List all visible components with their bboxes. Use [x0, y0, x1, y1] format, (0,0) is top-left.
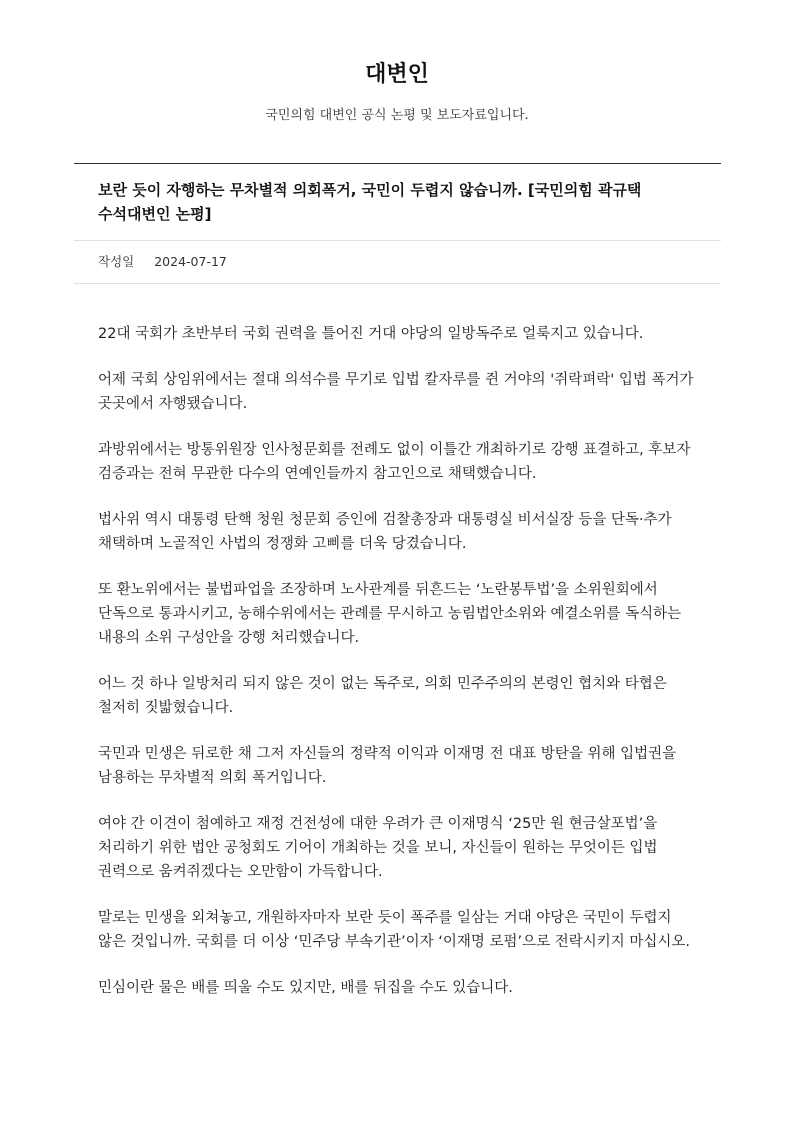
site-subtitle: 국민의힘 대변인 공식 논평 및 보도자료입니다. — [265, 108, 529, 123]
date-value: 2024-07-17 — [154, 254, 227, 269]
article-body — [74, 284, 721, 1000]
paragraph-5: 또 환노위에서는 불법파업을 조장하며 노사관계를 뒤흔드는 ‘노란봉투법’을 소위원회에서 단독으로 통과시키고, 농해수위에서는 관례를 무시하고 농림법안소위와 예결소위를 독식하는 내용의 소위 구성안을 강행 처리했습니다. — [98, 582, 682, 646]
page-header — [0, 0, 794, 126]
paragraph-9: 말로는 민생을 외쳐놓고, 개원하자마자 보란 듯이 폭주를 일삼는 거대 야당은 국민이 두렵지 않은 것입니까. 국회를 더 이상 ‘민주당 부속기관’이자 ‘이재명 로펌’으로 전락시키지 마십시오. — [98, 910, 691, 950]
paragraph-4: 법사위 역시 대통령 탄핵 청원 청문회 증인에 검찰총장과 대통령실 비서실장 등을 단독·추가 채택하며 노골적인 사법의 정쟁화 고삐를 더욱 당겼습니다. — [98, 512, 672, 552]
paragraph-3: 과방위에서는 방통위원장 인사청문회를 전례도 없이 이틀간 개최하기로 강행 표결하고, 후보자 검증과는 전혀 무관한 다수의 연예인들까지 참고인으로 채택했습니다. — [98, 442, 691, 482]
paragraph-6: 어느 것 하나 일방처리 되지 않은 것이 없는 독주로, 의회 민주주의의 본령인 협치와 타협은 철저히 짓밟혔습니다. — [98, 676, 667, 716]
paragraph-2: 어제 국회 상임위에서는 절대 의석수를 무기로 입법 칼자루를 쥔 거야의 '쥐락펴락' 입법 폭거가 곳곳에서 자행됐습니다. — [98, 372, 694, 412]
paragraph-7: 국민과 민생은 뒤로한 채 그저 자신들의 정략적 이익과 이재명 전 대표 방탄을 위해 입법권을 남용하는 무차별적 의회 폭거입니다. — [98, 746, 677, 786]
article — [74, 163, 721, 1022]
article-title: 보란 듯이 자행하는 무차별적 의회폭거, 국민이 두렵지 않습니까. [국민의힘 곽규택 수석대변인 논평] — [74, 164, 721, 241]
paragraph-10: 민심이란 물은 배를 띄울 수도 있지만, 배를 뒤집을 수도 있습니다. — [98, 980, 513, 996]
site-title: 대변인 — [365, 62, 429, 87]
date-label: 작성일 — [98, 254, 135, 269]
paragraph-8: 여야 간 이견이 첨예하고 재정 건전성에 대한 우려가 큰 이재명식 ‘25만 원 현금살포법’을 처리하기 위한 법안 공청회도 기어이 개최하는 것을 보니, 자신들이 원하는 무엇이든 입법 권력으로 움켜쥐겠다는 오만함이 가득합니다. — [98, 816, 658, 880]
paragraph-1: 22대 국회가 초반부터 국회 권력을 틀어진 거대 야당의 일방독주로 얼룩지고 있습니다. — [98, 326, 644, 342]
article-meta — [74, 241, 721, 284]
